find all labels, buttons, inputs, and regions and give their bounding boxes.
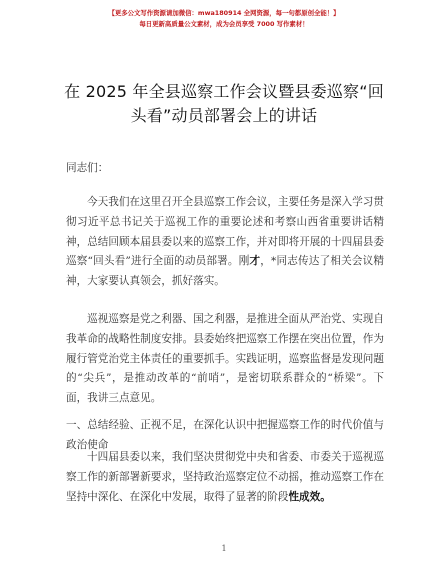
promo-banner-line-1: 【更多公文写作资源请加微信：mwa180914 全网资源，每一句都原创全能！】 [108,9,340,17]
paragraph-1-main: 今天我们在这里召开全县巡察工作会议，主要任务是深入学习贯彻习近平总书记关于巡视工作的重要论述和考察山西省重要讲话精神，总结回顾本届县委以来的巡察工作，并对即将开展的十四届县委巡察“回头看”进行全面的动员部署。刚 [66,196,384,268]
page-number: 1 [221,544,227,553]
paragraph-3-main: 十四届县委以来，我们坚决贯彻党中央和省委、市委关于巡视巡察工作的新部署新要求，坚持政治巡察定位不动摇，推动巡察工作在坚持中深化、在深化中发展，取得了显著的阶段 [66,451,384,503]
greeting: 同志们： [66,162,109,174]
paragraph-1-rest: ，*同志传达了相关会议精神，大家要认真领会，抓好落实。 [66,255,385,288]
paragraph-1 [66,193,384,292]
document-title: 在 2025 年全县巡察工作会议暨县委巡察“回头看”动员部署会上的讲话 [64,82,384,125]
paragraph-3 [66,448,384,507]
paragraph-3-bold: 性成效。 [288,490,331,503]
paragraph-2: 巡视巡察是党之利器、国之利器，是推进全面从严治党、实现自我革命的战略性制度安排。县委始终把巡察工作摆在突出位置，作为履行管党治党主体责任的重要抓手。实践证明，巡察监督是发现问题的“尖兵”，是推动改革的“前哨”，是密切联系群众的“桥梁”。下面，我讲三点意见。 [66,313,384,405]
promo-banner-line-2: 每日更新高质量公文素材，成为会员享受 7000 写作素材！ [139,20,309,28]
promo-banner [0,8,448,30]
paragraph-1-bold: 才 [249,255,261,268]
section-heading-1: 一、总结经验、正视不足，在深化认识中把握巡察工作的时代价值与政治使命 [66,419,384,451]
